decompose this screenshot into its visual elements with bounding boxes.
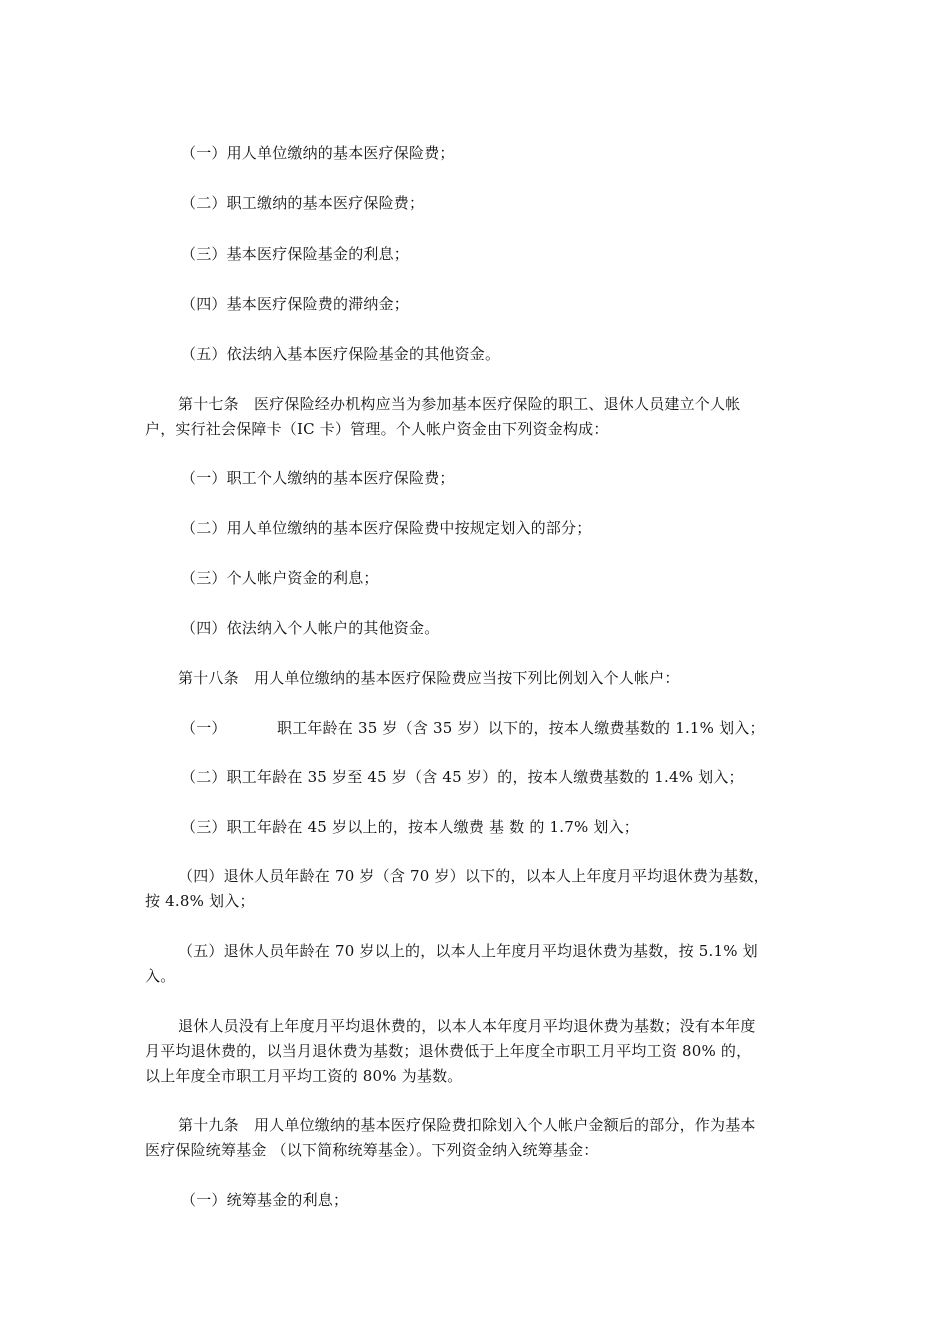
- clause-16-item-1: （一）用人单位缴纳的基本医疗保险费；: [181, 144, 455, 162]
- clause-17-item-1: （一）职工个人缴纳的基本医疗保险费；: [181, 469, 455, 487]
- clause-17-item-3: （三）个人帐户资金的利息；: [181, 569, 379, 587]
- clause-18-item-2: （二）职工年龄在 35 岁至 45 岁（含 45 岁）的，按本人缴费基数的 1.4% 划入；: [181, 768, 744, 786]
- clause-19-item-1: （一）统筹基金的利息；: [181, 1191, 349, 1209]
- clause-17-line-2: 户，实行社会保障卡（IC 卡）管理。个人帐户资金由下列资金构成：: [145, 420, 609, 438]
- clause-18-item-4-line-1: （四）退休人员年龄在 70 岁（含 70 岁）以下的，以本人上年度月平均退休费为基数，: [178, 867, 769, 885]
- clause-16-item-4: （四）基本医疗保险费的滞纳金；: [181, 295, 410, 313]
- retiree-note-line-1: 退休人员没有上年度月平均退休费的，以本人本年度月平均退休费为基数；没有本年度: [178, 1017, 756, 1035]
- clause-17-line-1: 第十七条 医疗保险经办机构应当为参加基本医疗保险的职工、退休人员建立个人帐: [178, 395, 741, 413]
- retiree-note-line-2: 月平均退休费的，以当月退休费为基数；退休费低于上年度全市职工月平均工资 80% 的，: [145, 1042, 752, 1060]
- clause-17-item-2: （二）用人单位缴纳的基本医疗保险费中按规定划入的部分；: [181, 519, 592, 537]
- clause-18-item-4-line-2: 按 4.8% 划入；: [145, 892, 255, 910]
- clause-19-line-1: 第十九条 用人单位缴纳的基本医疗保险费扣除划入个人帐户金额后的部分，作为基本: [178, 1116, 756, 1134]
- retiree-note-line-3: 以上年度全市职工月平均工资的 80% 为基数。: [145, 1067, 463, 1085]
- clause-18-item-5-line-2: 入。: [145, 967, 176, 985]
- clause-16-item-2: （二）职工缴纳的基本医疗保险费；: [181, 194, 425, 212]
- clause-16-item-3: （三）基本医疗保险基金的利息；: [181, 245, 410, 263]
- clause-19-line-2: 医疗保险统筹基金 （以下简称统筹基金）。下列资金纳入统筹基金：: [145, 1141, 599, 1159]
- clause-18-item-1-text: 职工年龄在 35 岁（含 35 岁）以下的，按本人缴费基数的 1.1% 划入；: [277, 719, 765, 737]
- clause-18-heading: 第十八条 用人单位缴纳的基本医疗保险费应当按下列比例划入个人帐户：: [178, 669, 680, 687]
- clause-16-item-5: （五）依法纳入基本医疗保险基金的其他资金。: [181, 345, 501, 363]
- clause-18-item-1-label: （一）: [181, 719, 227, 737]
- clause-18-item-5-line-1: （五）退休人员年龄在 70 岁以上的，以本人上年度月平均退休费为基数，按 5.1% 划: [178, 942, 758, 960]
- clause-18-item-3: （三）职工年龄在 45 岁以上的，按本人缴费 基 数 的 1.7% 划入；: [181, 818, 639, 836]
- clause-17-item-4: （四）依法纳入个人帐户的其他资金。: [181, 619, 440, 637]
